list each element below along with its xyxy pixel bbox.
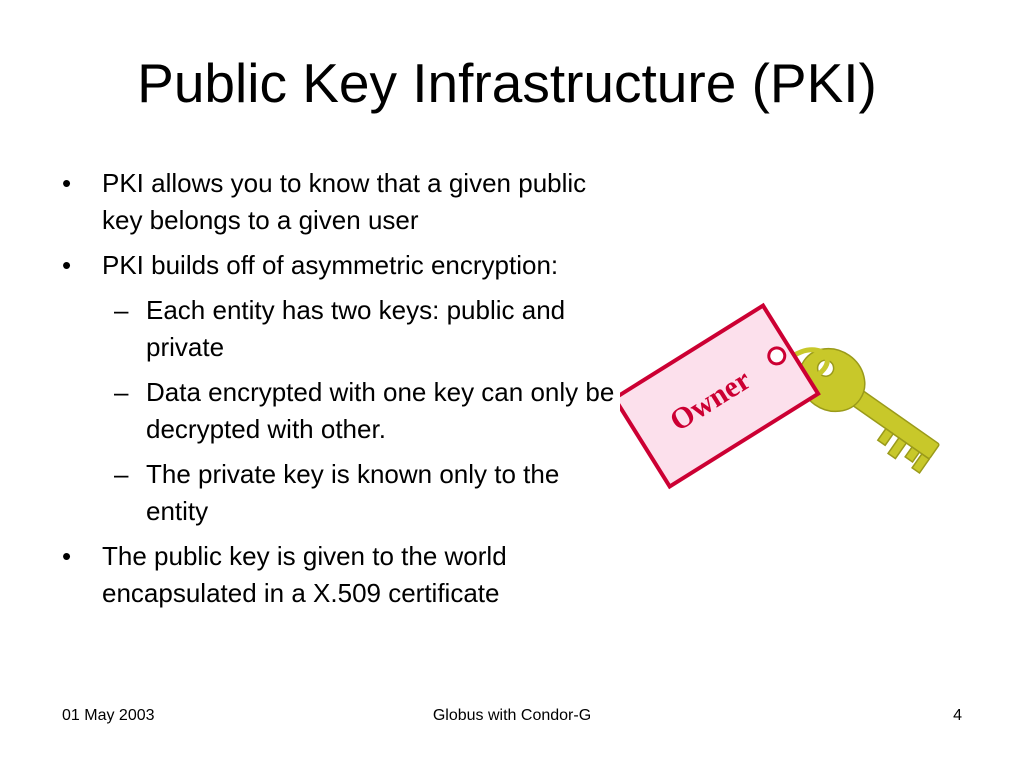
bullet-item (56, 538, 616, 612)
bullet-item (56, 165, 616, 239)
bullet-marker: • (62, 541, 72, 571)
sub-bullet-marker: – (114, 377, 129, 407)
bullet-item (56, 247, 616, 284)
footer-page-number: 4 (953, 707, 962, 724)
sub-bullet-text: Data encrypted with one key can only be decrypted with other. (146, 377, 615, 444)
bullet-text: PKI allows you to know that a given public key belongs to a given user (102, 168, 587, 235)
sub-bullet-item (56, 292, 616, 366)
footer-date: 01 May 2003 (62, 707, 155, 724)
bullet-text: PKI builds off of asymmetric encryption: (102, 250, 559, 280)
sub-bullet-item (56, 456, 616, 530)
sub-bullet-marker: – (114, 295, 129, 325)
bullet-text: The public key is given to the world encapsulated in a X.509 certificate (102, 541, 507, 608)
bullet-marker: • (62, 250, 72, 280)
owner-tag (620, 306, 818, 487)
bullet-marker: • (62, 168, 72, 198)
footer-title: Globus with Condor-G (432, 707, 592, 724)
sub-bullet-text: Each entity has two keys: public and private (146, 295, 566, 362)
sub-bullet-marker: – (114, 459, 129, 489)
key-with-owner-tag-icon (620, 285, 960, 510)
bullet-list (56, 165, 616, 620)
key-icon (787, 336, 952, 476)
slide-title: Public Key Infrastructure (PKI) (137, 52, 877, 114)
sub-bullet-text: The private key is known only to the entity (146, 459, 560, 526)
owner-tag-label: Owner (664, 363, 757, 438)
sub-bullet-item (56, 374, 616, 448)
